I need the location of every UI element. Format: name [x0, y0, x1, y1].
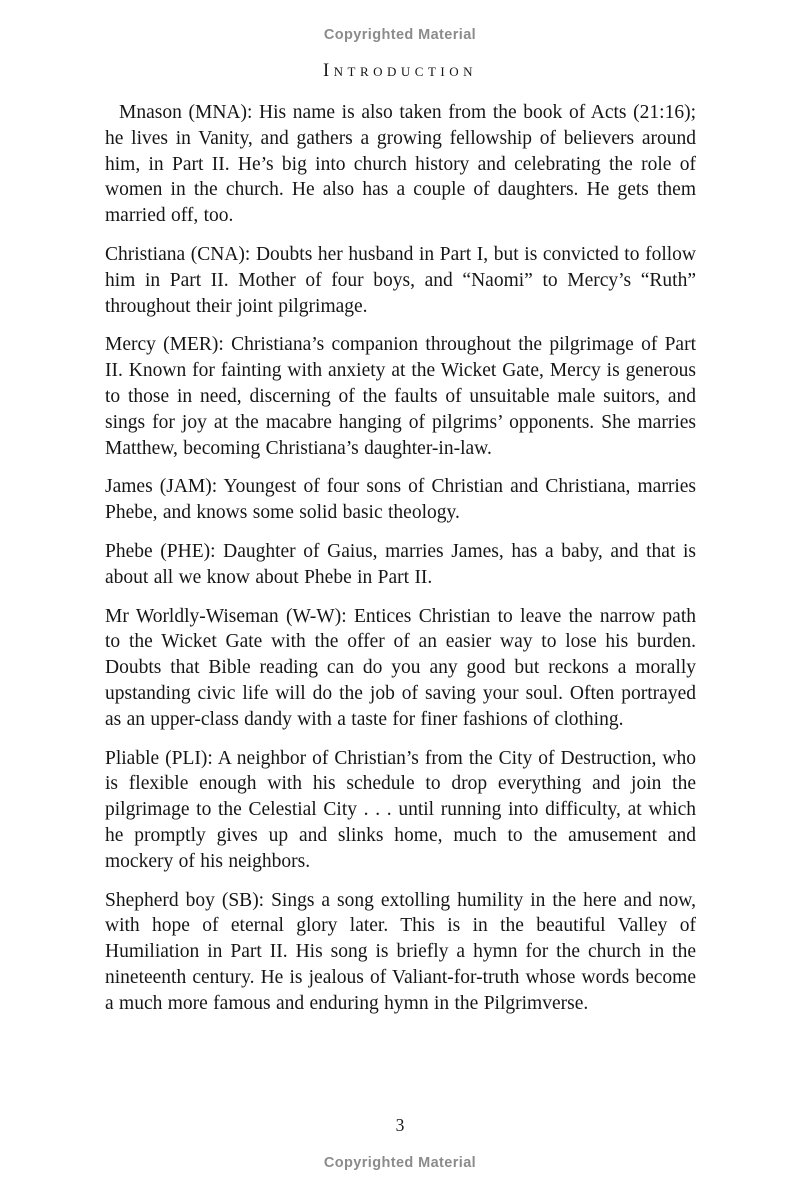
- character-entry-james: James (JAM): Youngest of four sons of Christian and Christiana, marries Phebe, and knows some solid basic theology.: [105, 476, 696, 524]
- page-number: 3: [395, 1115, 405, 1135]
- copyright-watermark-top: Copyrighted Material: [323, 27, 477, 43]
- character-entry-christiana: Christiana (CNA): Doubts her husband in Part I, but is convicted to follow him in Part II. Mother of four boys, and “Naomi” to Mercy’s “Ruth” throughout their joint pilgrimage.: [105, 243, 696, 317]
- copyright-watermark-bottom: Copyrighted Material: [323, 1155, 477, 1171]
- character-entry-mnason: Mnason (MNA): His name is also taken from the book of Acts (21:16); he lives in Vanity, and gathers a growing fellowship of believers around him, in Part II. He’s big into church history and celebrating the role of women in the church. He also has a couple of daughters. He gets them married off, too.: [105, 102, 696, 227]
- character-entry-shepherd-boy: Shepherd boy (SB): Sings a song extolling humility in the here and now, with hope of eternal glory later. This is in the beautiful Valley of Humiliation in Part II. His song is briefly a hymn for the church in the nineteenth century. He is jealous of Valiant-for-truth whose words become a much more famous and enduring hymn in the Pilgrimverse.: [105, 889, 696, 1014]
- character-entry-phebe: Phebe (PHE): Daughter of Gaius, marries James, has a baby, and that is about all we know about Phebe in Part II.: [105, 540, 696, 588]
- character-glossary: [105, 100, 696, 1030]
- character-entry-worldly-wiseman: Mr Worldly-Wiseman (W-W): Entices Christian to leave the narrow path to the Wicket Gate with the offer of an easier way to lose his burden. Doubts that Bible reading can do you any good but reckons a morally upstanding civic life will do the job of saving your soul. Often portrayed as an upper-class dandy with a taste for finer fashions of clothing.: [105, 605, 696, 730]
- character-entry-pliable: Pliable (PLI): A neighbor of Christian’s from the City of Destruction, who is flexible enough with his schedule to drop everything and join the pilgrimage to the Celestial City . . . until running into difficulty, at which he promptly gives up and slinks home, much to the amusement and mockery of his neighbors.: [105, 747, 696, 872]
- character-entry-mercy: Mercy (MER): Christiana’s companion throughout the pilgrimage of Part II. Known for fainting with anxiety at the Wicket Gate, Mercy is generous to those in need, discerning of the faults of unsuitable male suitors, and sings for joy at the macabre hanging of pilgrims’ opponents. She marries Matthew, becoming Christiana’s daughter-in-law.: [105, 334, 696, 459]
- chapter-heading: Introduction: [322, 61, 478, 81]
